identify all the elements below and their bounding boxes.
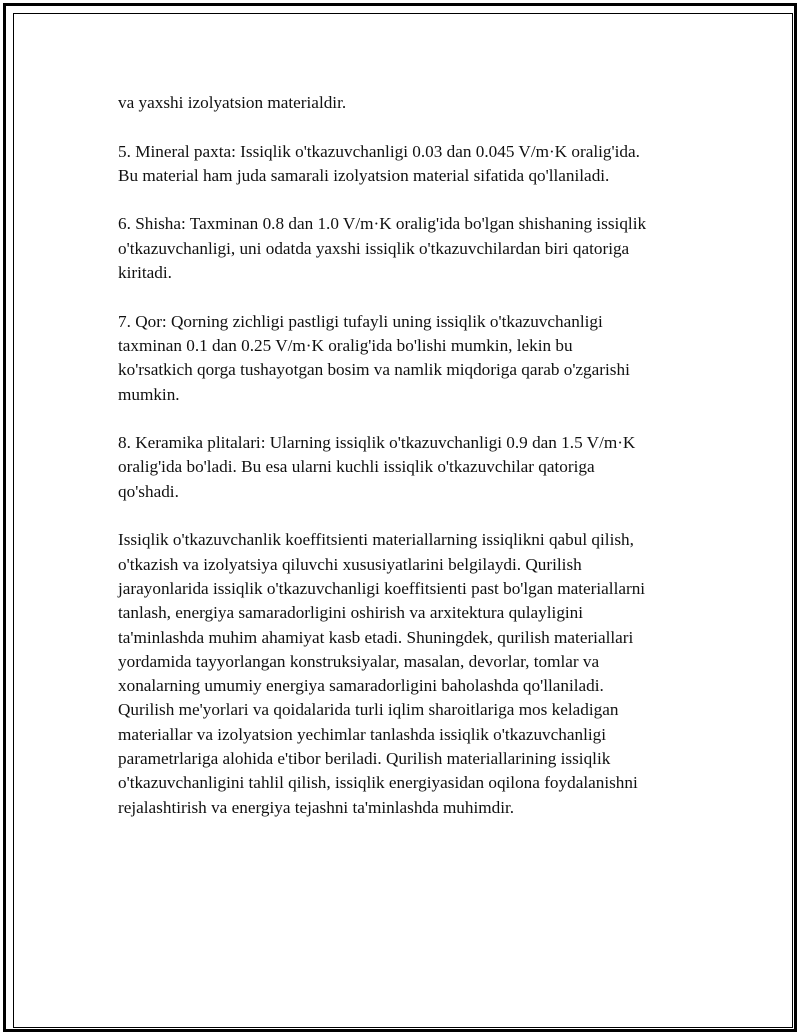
paragraph-conclusion: Issiqlik o'tkazuvchanlik koeffitsienti materiallarning issiqlikni qabul qilish, o'tkazish va izolyatsiya qiluvchi xususiyatlarini belgilaydi. Qurilish jarayonlarida issiqlik o'tkazuvchanligi koeffitsienti past bo'lgan materiallarni tanlash, energiya samaradorligini oshirish va arxitektura qulayligini ta'minlashda muhim ahamiyat kasb etadi. Shuningdek, qurilish materiallari yordamida tayyorlangan konstruksiyalar, masalan, devorlar, tomlar va xonalarning umumiy energiya samaradorligini baholashda qo'llaniladi. Qurilish me'yorlari va qoidalarida turli iqlim sharoitlariga mos keladigan materiallar va izolyatsion yechimlar tanlashda issiqlik o'tkazuvchanligi parametrlariga alohida e'tibor beriladi. Qurilish materiallarining issiqlik o'tkazuvchanligini tahlil qilish, issiqlik energiyasidan oqilona foydalanishni rejalashtirish va energiya tejashni ta'minlashda muhimdir.	[118, 530, 646, 817]
paragraph-continuation: va yaxshi izolyatsion materialdir.	[118, 93, 347, 112]
paragraph-mineral-paxta: 5. Mineral paxta: Issiqlik o'tkazuvchanligi 0.03 dan 0.045 V/m·K oralig'ida. Bu material ham juda samarali izolyatsion material sifatida qo'llaniladi.	[118, 141, 640, 185]
paragraph-qor: 7. Qor: Qorning zichligi pastligi tufayli uning issiqlik o'tkazuvchanligi taxminan 0.1 dan 0.25 V/m·K oralig'ida bo'lishi mumkin, lekin bu ko'rsatkich qorga tushayotgan bosim va namlik miqdoriga qarab o'zgarishi mumkin.	[118, 311, 630, 404]
paragraph-shisha: 6. Shisha: Taxminan 0.8 dan 1.0 V/m·K oralig'ida bo'lgan shishaning issiqlik o'tkazuvchanligi, uni odatda yaxshi issiqlik o'tkazuvchilardan biri qatoriga kiritadi.	[118, 214, 647, 283]
paragraph-keramika-plitalari: 8. Keramika plitalari: Ularning issiqlik o'tkazuvchanligi 0.9 dan 1.5 V/m·K oralig'ida bo'ladi. Bu esa ularni kuchli issiqlik o'tkazuvchilar qatoriga qo'shadi.	[118, 433, 636, 501]
document-body	[118, 91, 698, 844]
